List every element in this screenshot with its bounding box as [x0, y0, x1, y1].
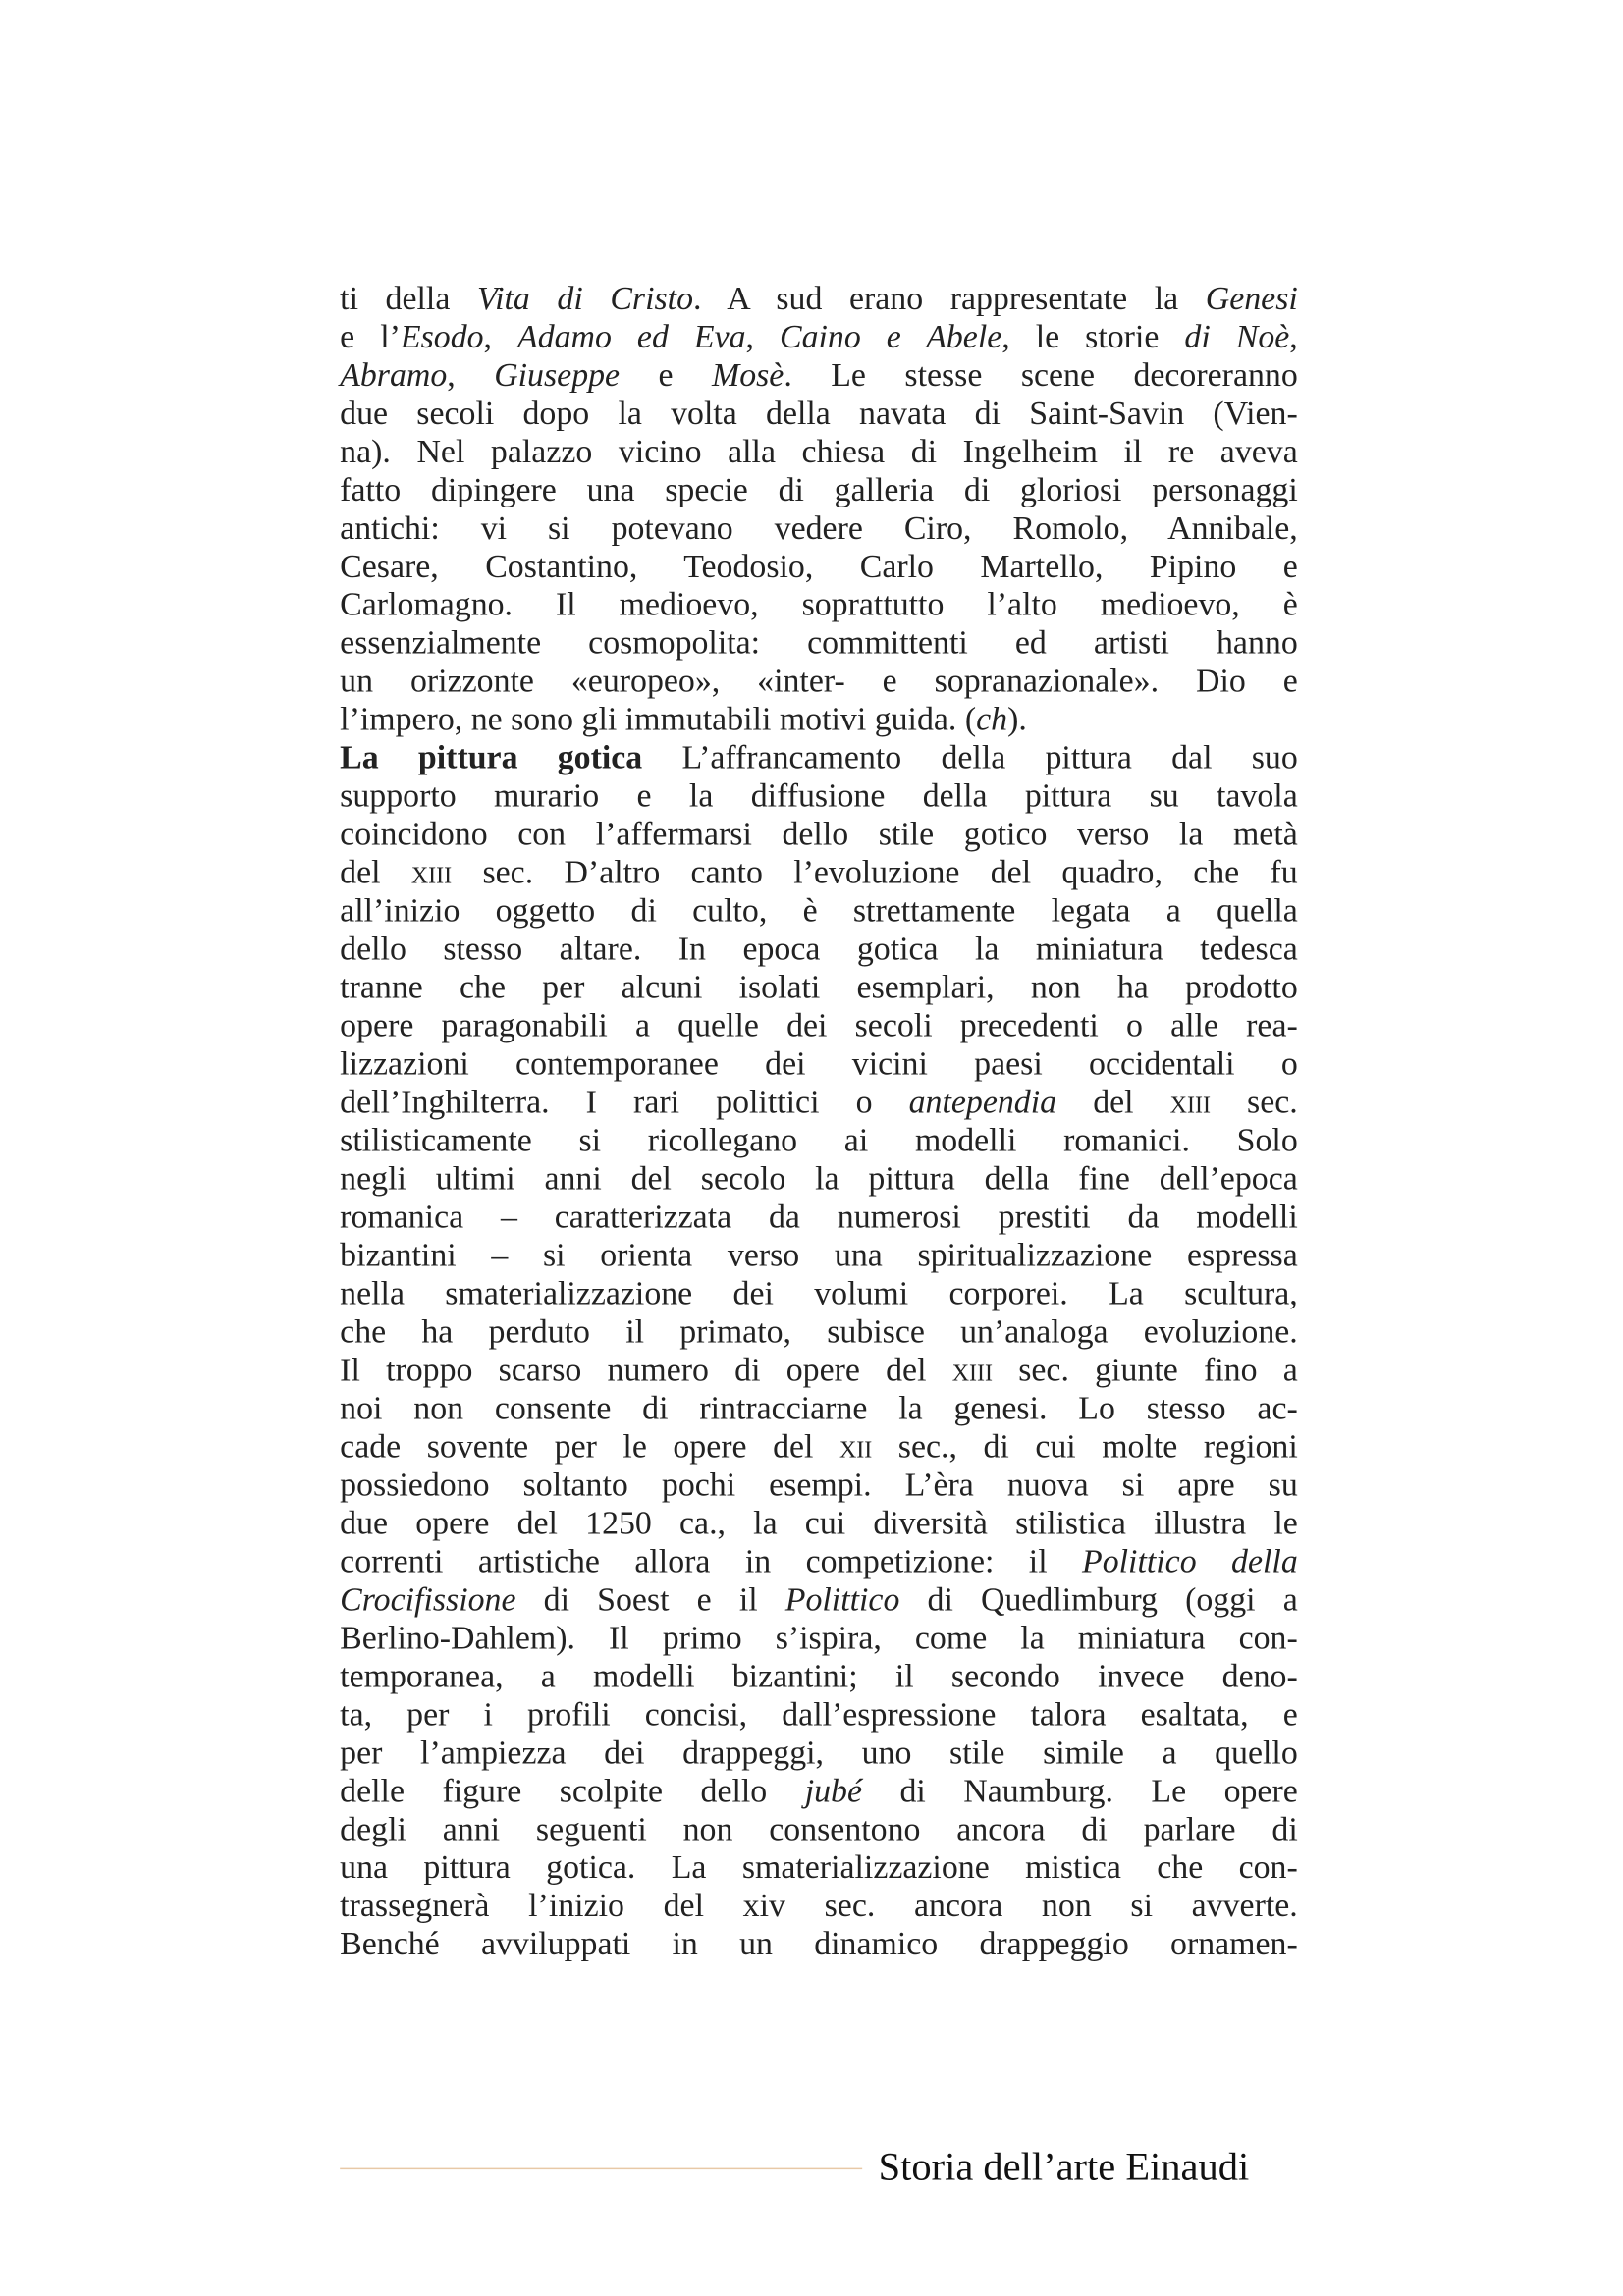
section-heading-line: La pittura gotica L’affrancamento della pittura dal suo	[340, 738, 1298, 776]
footer-title: Storia dell’arte Einaudi	[878, 2144, 1250, 2189]
text-line: delle figure scolpite dello jubé di Naumburg. Le opere	[340, 1772, 1298, 1809]
text-line: Benché avviluppati in un dinamico drappeggio ornamen-	[340, 1925, 1298, 1962]
text-line: Cesare, Costantino, Teodosio, Carlo Martello, Pipino e	[340, 547, 1298, 585]
text-line: tranne che per alcuni isolati esemplari, non ha prodotto	[340, 968, 1298, 1006]
text-line: Il troppo scarso numero di opere del xiii sec. giunte fino a	[340, 1351, 1298, 1388]
text-line: un orizzonte «europeo», «inter- e sopranazionale». Dio e	[340, 662, 1298, 700]
text-line	[340, 1963, 1298, 2002]
text-line: una pittura gotica. La smaterializzazione mistica che con-	[340, 1848, 1298, 1886]
text-line: due opere del 1250 ca., la cui diversità stilistica illustra le	[340, 1504, 1298, 1541]
text-line: Crocifissione di Soest e il Polittico di Quedlimburg (oggi a	[340, 1580, 1298, 1618]
text-line: ta, per i profili concisi, dall’espressione talora esaltata, e	[340, 1695, 1298, 1733]
text-line: na). Nel palazzo vicino alla chiesa di Ingelheim il re aveva	[340, 432, 1298, 470]
text-line: negli ultimi anni del secolo la pittura della fine dell’epoca	[340, 1159, 1298, 1198]
text-line: del xiii sec. D’altro canto l’evoluzione del quadro, che fu	[340, 853, 1298, 891]
text-line: cade sovente per le opere del xii sec., di cui molte regioni	[340, 1427, 1298, 1465]
text-line: dello stesso altare. In epoca gotica la miniatura tedesca	[340, 930, 1298, 968]
text-line: bizantini – si orienta verso una spiritualizzazione espressa	[340, 1236, 1298, 1273]
text-line: Abramo, Giuseppe e Mosè. Le stesse scene decoreranno	[340, 355, 1298, 394]
text-line: Carlomagno. Il medioevo, soprattutto l’alto medioevo, è	[340, 585, 1298, 623]
text-line: che ha perduto il primato, subisce un’analoga evoluzione.	[340, 1312, 1298, 1350]
text-line: due secoli dopo la volta della navata di Saint-Savin (Vien-	[340, 394, 1298, 432]
text-line: possiedono soltanto pochi esempi. L’èra nuova si apre su	[340, 1466, 1298, 1503]
text-line: lizzazioni contemporanee dei vicini paesi occidentali o	[340, 1044, 1298, 1083]
text-line: trassegnerà l’inizio del xiv sec. ancora non si avverte.	[340, 1887, 1298, 1924]
text-line: ti della Vita di Cristo. A sud erano rappresentate la Genesi	[340, 279, 1298, 317]
text-line: degli anni seguenti non consentono ancora di parlare di	[340, 1810, 1298, 1847]
text-line: l’impero, ne sono gli immutabili motivi guida. (ch).	[340, 700, 1027, 738]
text-line: opere paragonabili a quelle dei secoli precedenti o alle rea-	[340, 1006, 1298, 1044]
text-line: dell’Inghilterra. I rari polittici o antependia del xiii sec.	[340, 1083, 1298, 1121]
text-line: coincidono con l’affermarsi dello stile gotico verso la metà	[340, 815, 1298, 853]
text-line: stilisticamente si ricollegano ai modelli romanici. Solo	[340, 1121, 1298, 1159]
text-line: all’inizio oggetto di culto, è strettamente legata a quella	[340, 891, 1298, 930]
text-line: per l’ampiezza dei drappeggi, uno stile simile a quello	[340, 1734, 1298, 1771]
text-line: antichi: vi si potevano vedere Ciro, Romolo, Annibale,	[340, 508, 1298, 547]
text-line: temporanea, a modelli bizantini; il secondo invece deno-	[340, 1657, 1298, 1694]
text-line: supporto murario e la diffusione della pittura su tavola	[340, 776, 1298, 815]
text-line: noi non consente di rintracciarne la genesi. Lo stesso ac-	[340, 1389, 1298, 1426]
footer-rule	[340, 2168, 862, 2169]
text-line: nella smaterializzazione dei volumi corporei. La scultura,	[340, 1274, 1298, 1311]
text-line: e l’Esodo, Adamo ed Eva, Caino e Abele, le storie di Noè,	[340, 317, 1298, 355]
text-line: correnti artistiche allora in competizione: il Polittico della	[340, 1542, 1298, 1579]
text-line: fatto dipingere una specie di galleria di gloriosi personaggi	[340, 470, 1298, 508]
text-line: romanica – caratterizzata da numerosi prestiti da modelli	[340, 1198, 1298, 1235]
text-line: Berlino-Dahlem). Il primo s’ispira, come la miniatura con-	[340, 1619, 1298, 1656]
text-line: essenzialmente cosmopolita: committenti ed artisti hanno	[340, 623, 1298, 662]
